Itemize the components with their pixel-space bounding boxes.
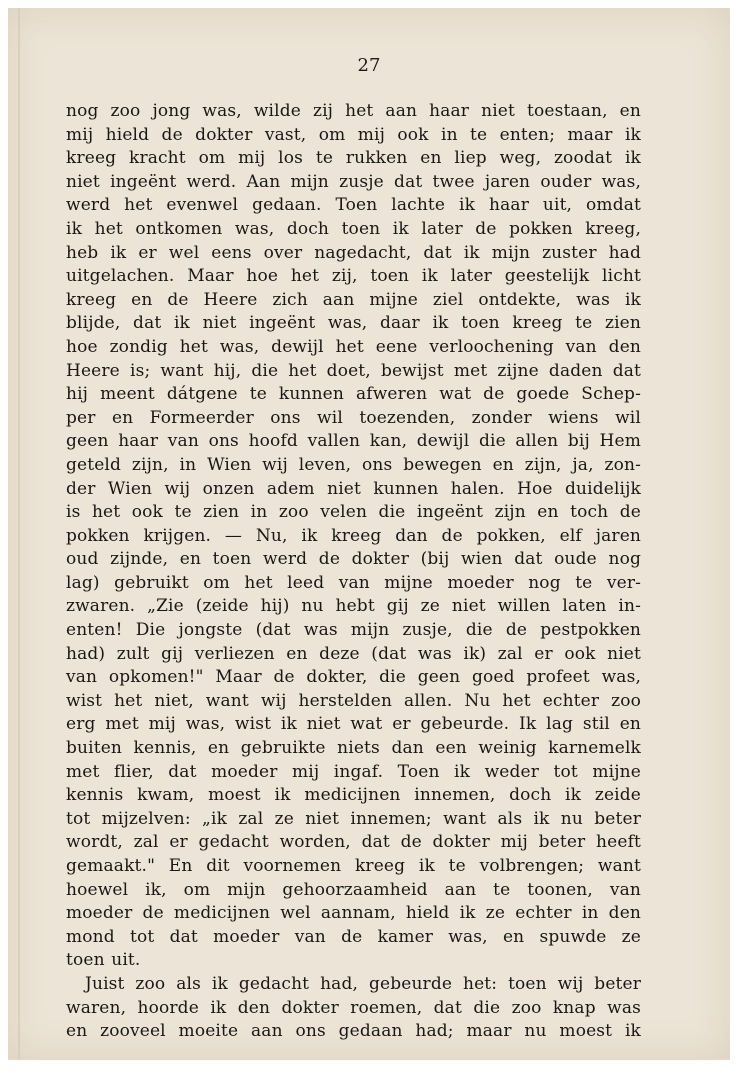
- text-line: had) zult gij verliezen en deze (dat was ik) zal er ook niet: [66, 643, 641, 664]
- text-line: waren, hoorde ik den dokter roemen, dat die zoo knap was: [66, 997, 641, 1018]
- text-line: zwaren. „Zie (zeide hij) nu hebt gij ze niet willen laten in-: [66, 596, 641, 617]
- text-line: erg met mij was, wist ik niet wat er gebeurde. Ik lag stil en: [66, 714, 641, 735]
- text-line: wist het niet, want wij herstelden allen. Nu het echter zoo: [66, 690, 641, 711]
- text-line: oud zijnde, en toen werd de dokter (bij wien dat oude nog: [66, 549, 641, 570]
- page-number: 27: [357, 55, 381, 76]
- text-line: tot mijzelven: „ik zal ze niet innemen; want als ik nu beter: [66, 808, 641, 829]
- text-line: hij meent dátgene te kunnen afweren wat de goede Schep-: [66, 384, 641, 405]
- text-line: heb ik er wel eens over nagedacht, dat ik mijn zuster had: [66, 242, 641, 263]
- text-line: wordt, zal er gedacht worden, dat de dokter mij beter heeft: [66, 832, 641, 853]
- body-text: [66, 100, 641, 1044]
- text-line: geen haar van ons hoofd vallen kan, dewijl die allen bij Hem: [66, 431, 641, 452]
- text-line: kennis kwam, moest ik medicijnen innemen, doch ik zeide: [66, 785, 641, 806]
- text-line: mij hield de dokter vast, om mij ook in te enten; maar ik: [66, 124, 641, 145]
- book-page: [8, 8, 730, 1060]
- text-line: Juist zoo als ik gedacht had, gebeurde het: toen wij beter: [85, 973, 641, 994]
- text-line: toen uit.: [66, 950, 141, 971]
- text-line: enten! Die jongste (dat was mijn zusje, die de pestpokken: [66, 620, 641, 641]
- text-line: buiten kennis, en gebruikte niets dan een weinig karnemelk: [66, 738, 641, 759]
- text-line: mond tot dat moeder van de kamer was, en spuwde ze: [66, 926, 641, 947]
- text-line: ik het ontkomen was, doch toen ik later de pokken kreeg,: [66, 218, 641, 239]
- text-line: kreeg kracht om mij los te rukken en liep weg, zoodat ik: [66, 148, 641, 169]
- text-line: geteld zijn, in Wien wij leven, ons bewegen en zijn, ja, zon-: [66, 454, 641, 475]
- text-line: niet ingeënt werd. Aan mijn zusje dat twee jaren ouder was,: [66, 171, 641, 192]
- text-line: der Wien wij onzen adem niet kunnen halen. Hoe duidelijk: [66, 478, 641, 499]
- text-line: is het ook te zien in zoo velen die ingeënt zijn en toch de: [66, 502, 641, 523]
- text-line: werd het evenwel gedaan. Toen lachte ik haar uit, omdat: [66, 195, 641, 216]
- text-line: hoewel ik, om mijn gehoorzaamheid aan te toonen, van: [66, 879, 641, 900]
- text-line: lag) gebruikt om het leed van mijne moeder nog te ver-: [66, 572, 641, 593]
- text-line: Heere is; want hij, die het doet, bewijst met zijne daden dat: [66, 360, 641, 381]
- text-line: hoe zondig het was, dewijl het eene verloochening van den: [66, 336, 641, 357]
- text-line: nog zoo jong was, wilde zij het aan haar niet toestaan, en: [66, 101, 641, 121]
- text-line: per en Formeerder ons wil toezenden, zonder wiens wil: [66, 407, 641, 428]
- text-line: kreeg en de Heere zich aan mijne ziel ontdekte, was ik: [66, 289, 641, 310]
- text-line: moeder de medicijnen wel aannam, hield ik ze echter in den: [66, 903, 641, 924]
- text-line: en zooveel moeite aan ons gedaan had; maar nu moest ik: [66, 1021, 641, 1042]
- text-line: van opkomen!" Maar de dokter, die geen goed profeet was,: [66, 667, 641, 688]
- text-line: gemaakt." En dit voornemen kreeg ik te volbrengen; want: [66, 856, 641, 876]
- text-line: met flier, dat moeder mij ingaf. Toen ik weder tot mijne: [66, 761, 641, 782]
- text-line: uitgelachen. Maar hoe het zij, toen ik later geestelijk licht: [66, 266, 641, 287]
- text-line: blijde, dat ik niet ingeënt was, daar ik toen kreeg te zien: [66, 313, 641, 334]
- page-edge-line: [18, 8, 20, 1060]
- text-line: pokken krijgen. — Nu, ik kreeg dan de pokken, elf jaren: [66, 525, 641, 546]
